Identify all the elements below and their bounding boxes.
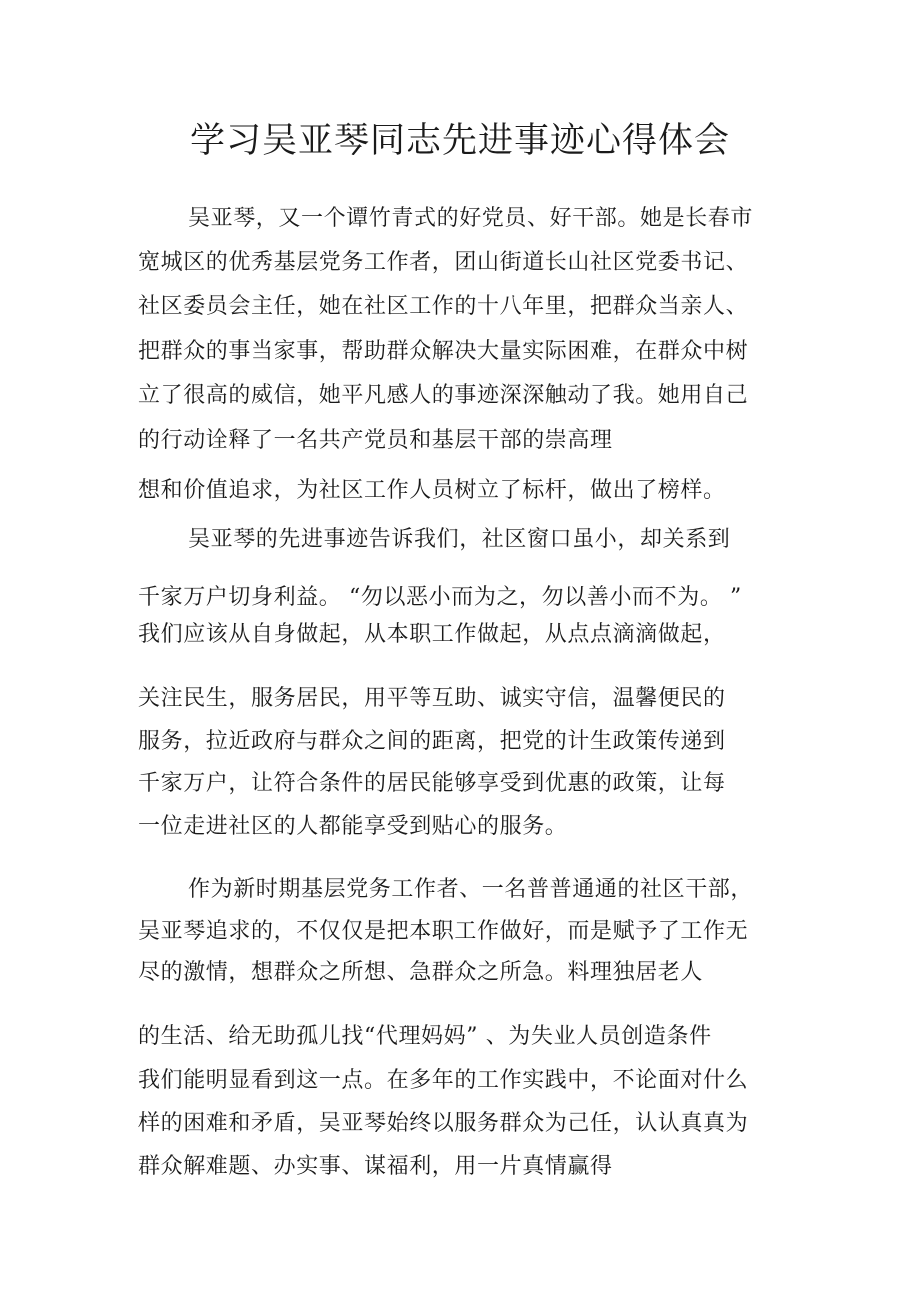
text-line-20: 样的困难和矛盾，吴亚琴始终以服务群众为己任，认认真真为: [138, 1111, 749, 1136]
text-line-3: 社区委员会主任，她在社区工作的十八年里，把群众当亲人、: [138, 294, 749, 319]
text-line-8: 吴亚琴的先进事迹告诉我们，社区窗口虽小，却关系到: [188, 527, 731, 552]
text-line-5: 立了很高的威信，她平凡感人的事迹深深触动了我。她用自己: [138, 383, 749, 408]
text-line-16: 吴亚琴追求的，不仅仅是把本职工作做好，而是赋予了工作无: [138, 919, 749, 944]
text-line-10: 我们应该从自身做起，从本职工作做起，从点点滴滴做起，: [138, 622, 726, 647]
text-line-1: 吴亚琴，又一个谭竹青式的好党员、好干部。她是长春市: [188, 206, 754, 231]
text-line-14: 一位走进社区的人都能享受到贴心的服务。: [138, 814, 568, 839]
text-line-7: 想和价值追求，为社区工作人员树立了标杆，做出了榜样。: [138, 478, 726, 503]
text-line-6: 的行动诠释了一名共产党员和基层干部的崇高理: [138, 428, 613, 453]
document-title: 学习吴亚琴同志先进事迹心得体会: [189, 121, 730, 161]
text-line-18: 的生活、给无助孤儿找“代理妈妈” 、为失业人员创造条件: [138, 1024, 712, 1049]
text-line-11: 关注民生，服务居民，用平等互助、诚实守信，温馨便民的: [138, 686, 726, 711]
text-line-2: 宽城区的优秀基层党务工作者，团山街道长山社区党委书记、: [138, 250, 749, 275]
text-line-15: 作为新时期基层党务工作者、一名普普通通的社区干部，: [188, 877, 754, 902]
text-line-19: 我们能明显看到这一点。在多年的工作实践中，不论面对什么: [138, 1068, 749, 1093]
text-line-4: 把群众的事当家事，帮助群众解决大量实际困难，在群众中树: [138, 339, 749, 364]
text-line-9: 千家万户切身利益。 “勿以恶小而为之，勿以善小而不为。 ”: [138, 585, 742, 610]
text-line-13: 千家万户，让符合条件的居民能够享受到优惠的政策，让每: [138, 771, 726, 796]
text-line-12: 服务，拉近政府与群众之间的距离，把党的计生政策传递到: [138, 729, 726, 754]
text-line-21: 群众解难题、办实事、谋福利，用一片真情赢得: [138, 1154, 613, 1179]
text-line-17: 尽的激情，想群众之所想、急群众之所急。料理独居老人: [138, 960, 704, 985]
